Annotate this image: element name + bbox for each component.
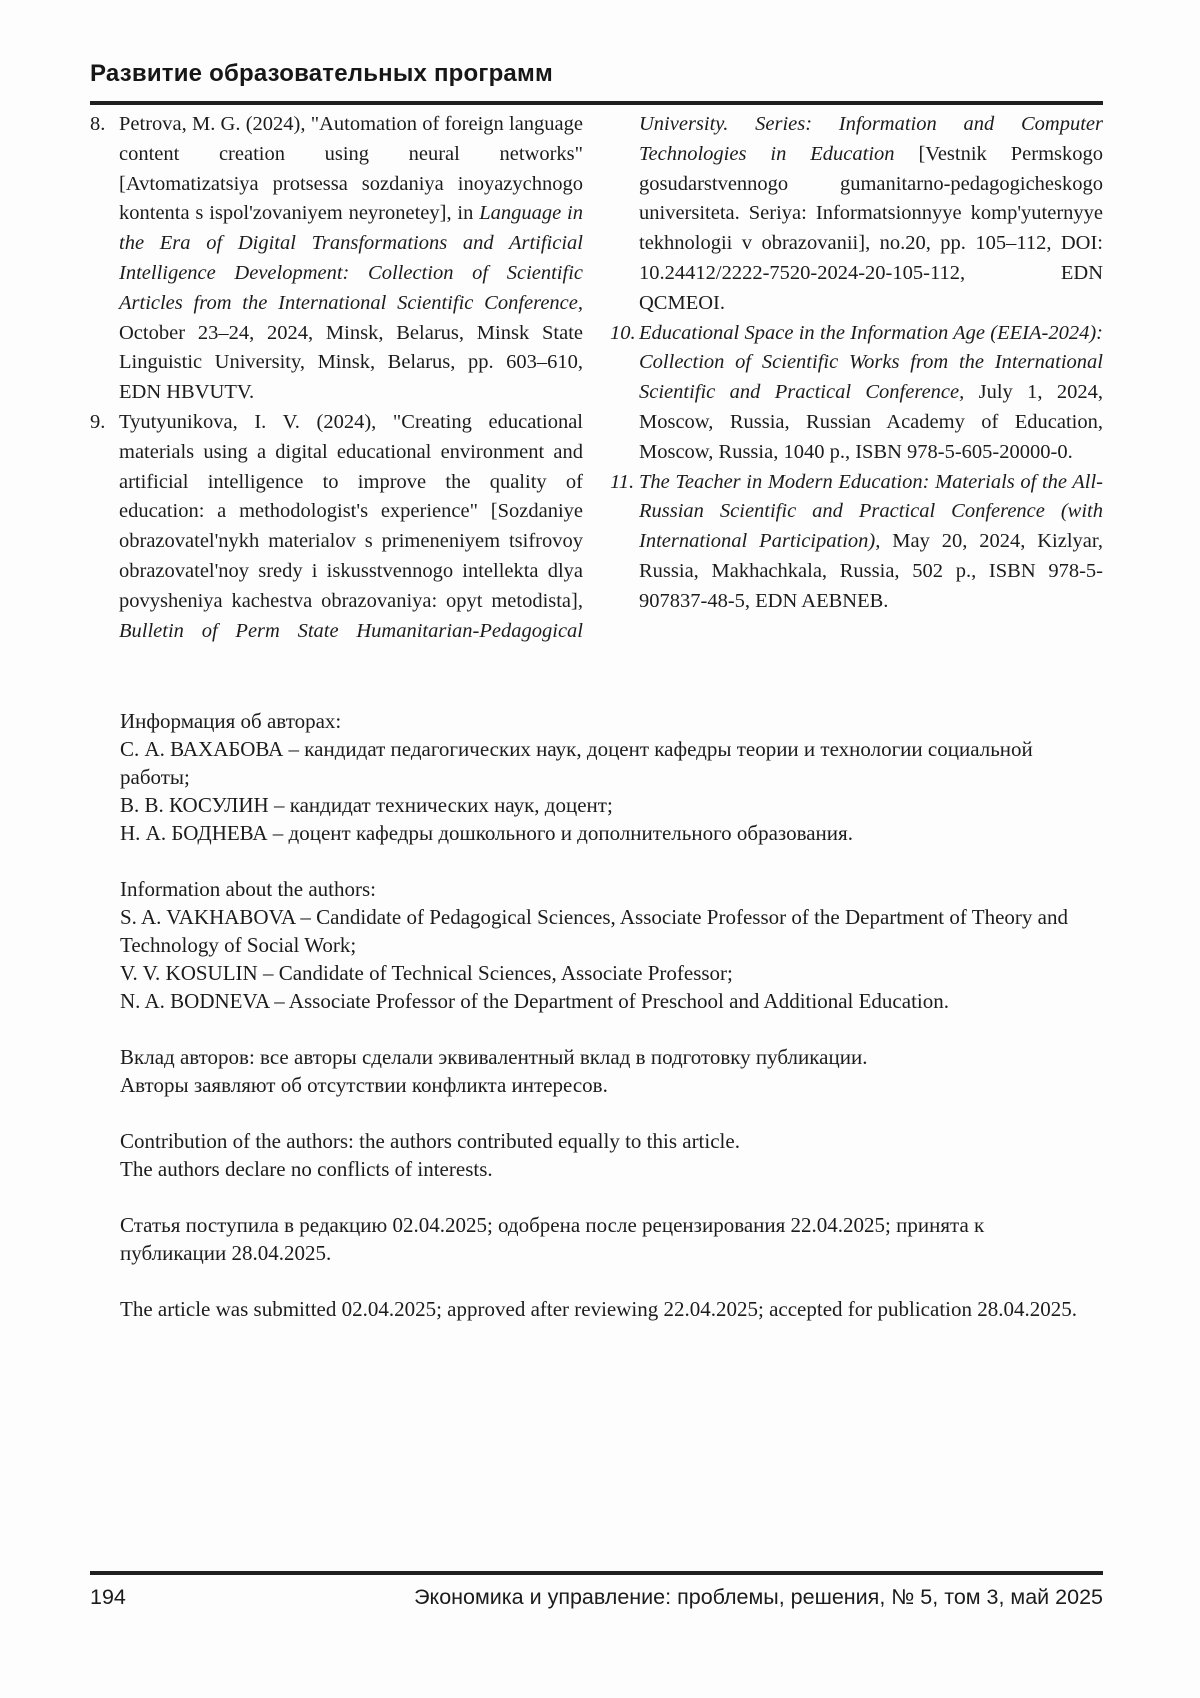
page-number: 194 [90, 1585, 126, 1609]
reference-item [90, 408, 583, 646]
reference-text: Petrova, M. G. (2024), "Automation of foreign language content creation using neural networks" [Avtomatizatsiya protsessa sozdaniya inoyazychnogo kontenta s ispol'zovaniyem neyronetey], in [119, 113, 583, 225]
info-line: V. V. KOSULIN – Candidate of Technical Sciences, Associate Professor; [120, 961, 733, 985]
section-heading: Развитие образовательных программ [90, 60, 553, 87]
contribution-en [120, 1127, 1080, 1183]
reference-text: Tyutyunikova, I. V. (2024), "Creating educational materials using a digital educational environment and artificial intelligence to improve the quality of education: a methodologist's experience" [Sozdaniye obrazovatel'nykh materialov s primeneniyem tsifrovoy obrazovatel'noy sredy i iskusstvennogo intellekta dlya povysheniya kachestva obrazovaniya: opyt metodista], [119, 410, 583, 612]
contribution-ru [120, 1043, 1080, 1099]
reference-item [610, 468, 1103, 617]
reference-text: [Vestnik Permskogo gosudarstvennogo gumanitarno-pedagogicheskogo universiteta. Seriya: Informatsionnyye komp'yuternyye tekhnologii v obrazovanii], no.20, pp. 105–112, DOI: 10.24412/2222-7520-2024-20-105-112, EDN QCMEOI. [639, 142, 1103, 314]
authors-info-ru [120, 707, 1080, 847]
info-line: В. В. КОСУЛИН – кандидат технических наук, доцент; [120, 793, 613, 817]
reference-number: 10. [610, 321, 636, 344]
info-line: Статья поступила в редакцию 02.04.2025; одобрена после рецензирования 22.04.2025; принята к публикации 28.04.2025. [120, 1213, 985, 1265]
info-line: S. A. VAKHABOVA – Candidate of Pedagogical Sciences, Associate Professor of the Department of Theory and Technology of Social Work; [120, 905, 1068, 957]
reference-number: 8. [90, 113, 106, 135]
info-line: The article was submitted 02.04.2025; approved after reviewing 22.04.2025; accepted for publication 28.04.2025. [120, 1297, 1077, 1321]
info-line: С. А. ВАХАБОВА – кандидат педагогических наук, доцент кафедры теории и технологии социальной работы; [120, 737, 1033, 789]
journal-title: Экономика и управление: проблемы, решения, № 5, том 3, май 2025 [414, 1585, 1103, 1609]
reference-title-italic: Educational Space in the Information Age (EEIA-2024): Collection of Scientific Works from the International Scientific and Practical Conference, [639, 321, 1103, 404]
info-line: Н. А. БОДНЕВА – доцент кафедры дошкольного и дополнительного образования. [120, 821, 853, 845]
reference-text: May 20, 2024, Kizlyar, Russia, Makhachkala, Russia, 502 p., ISBN 978-5-907837-48-5, EDN AEBNEB. [639, 530, 1103, 612]
info-line: Information about the authors: [120, 877, 377, 901]
info-line: Авторы заявляют об отсутствии конфликта интересов. [120, 1073, 608, 1097]
reference-title-italic: University. Series: Information and Computer Technologies in Education [639, 113, 1103, 165]
references-list [90, 110, 1103, 646]
reference-title-italic: Language in the Era of Digital Transformations and Artificial Intelligence Development: Collection of Scientific Articles from the International Scientific Conference, [119, 202, 583, 314]
reference-item [610, 319, 1103, 468]
reference-item [90, 110, 583, 408]
info-line: Вклад авторов: все авторы сделали эквивалентный вклад в подготовку публикации. [120, 1045, 868, 1069]
info-line: Информация об авторах: [120, 709, 342, 733]
reference-number: 11. [610, 470, 635, 493]
references-column-right [610, 110, 1103, 646]
authors-info-en [120, 875, 1080, 1015]
reference-text: October 23–24, 2024, Minsk, Belarus, Minsk State Linguistic University, Minsk, Belarus, pp. 603–610, EDN HBVUTV. [119, 321, 583, 404]
info-line: The authors declare no conflicts of interests. [120, 1157, 493, 1181]
reference-title-italic: The Teacher in Modern Education: Materials of the All-Russian Scientific and Practical Conference (with International Participation), [639, 470, 1103, 553]
header-rule [90, 101, 1103, 105]
page-footer [90, 1585, 1103, 1610]
reference-number: 9. [90, 410, 106, 433]
references-column-left [90, 110, 583, 646]
reference-text: July 1, 2024, Moscow, Russia, Russian Academy of Education, Moscow, Russia, 1040 p., ISBN 978-5-605-20000-0. [639, 381, 1103, 463]
info-line: N. A. BODNEVA – Associate Professor of the Department of Preschool and Additional Education. [120, 989, 949, 1013]
submission-dates-ru [120, 1211, 1080, 1267]
authors-info-section [120, 707, 1080, 1351]
submission-dates-en [120, 1295, 1080, 1323]
reference-item-continuation [610, 110, 1103, 319]
footer-rule [90, 1571, 1103, 1575]
reference-title-italic: Bulletin of Perm State Humanitarian-Pedagogical [119, 619, 583, 642]
info-line: Contribution of the authors: the authors contributed equally to this article. [120, 1129, 740, 1153]
